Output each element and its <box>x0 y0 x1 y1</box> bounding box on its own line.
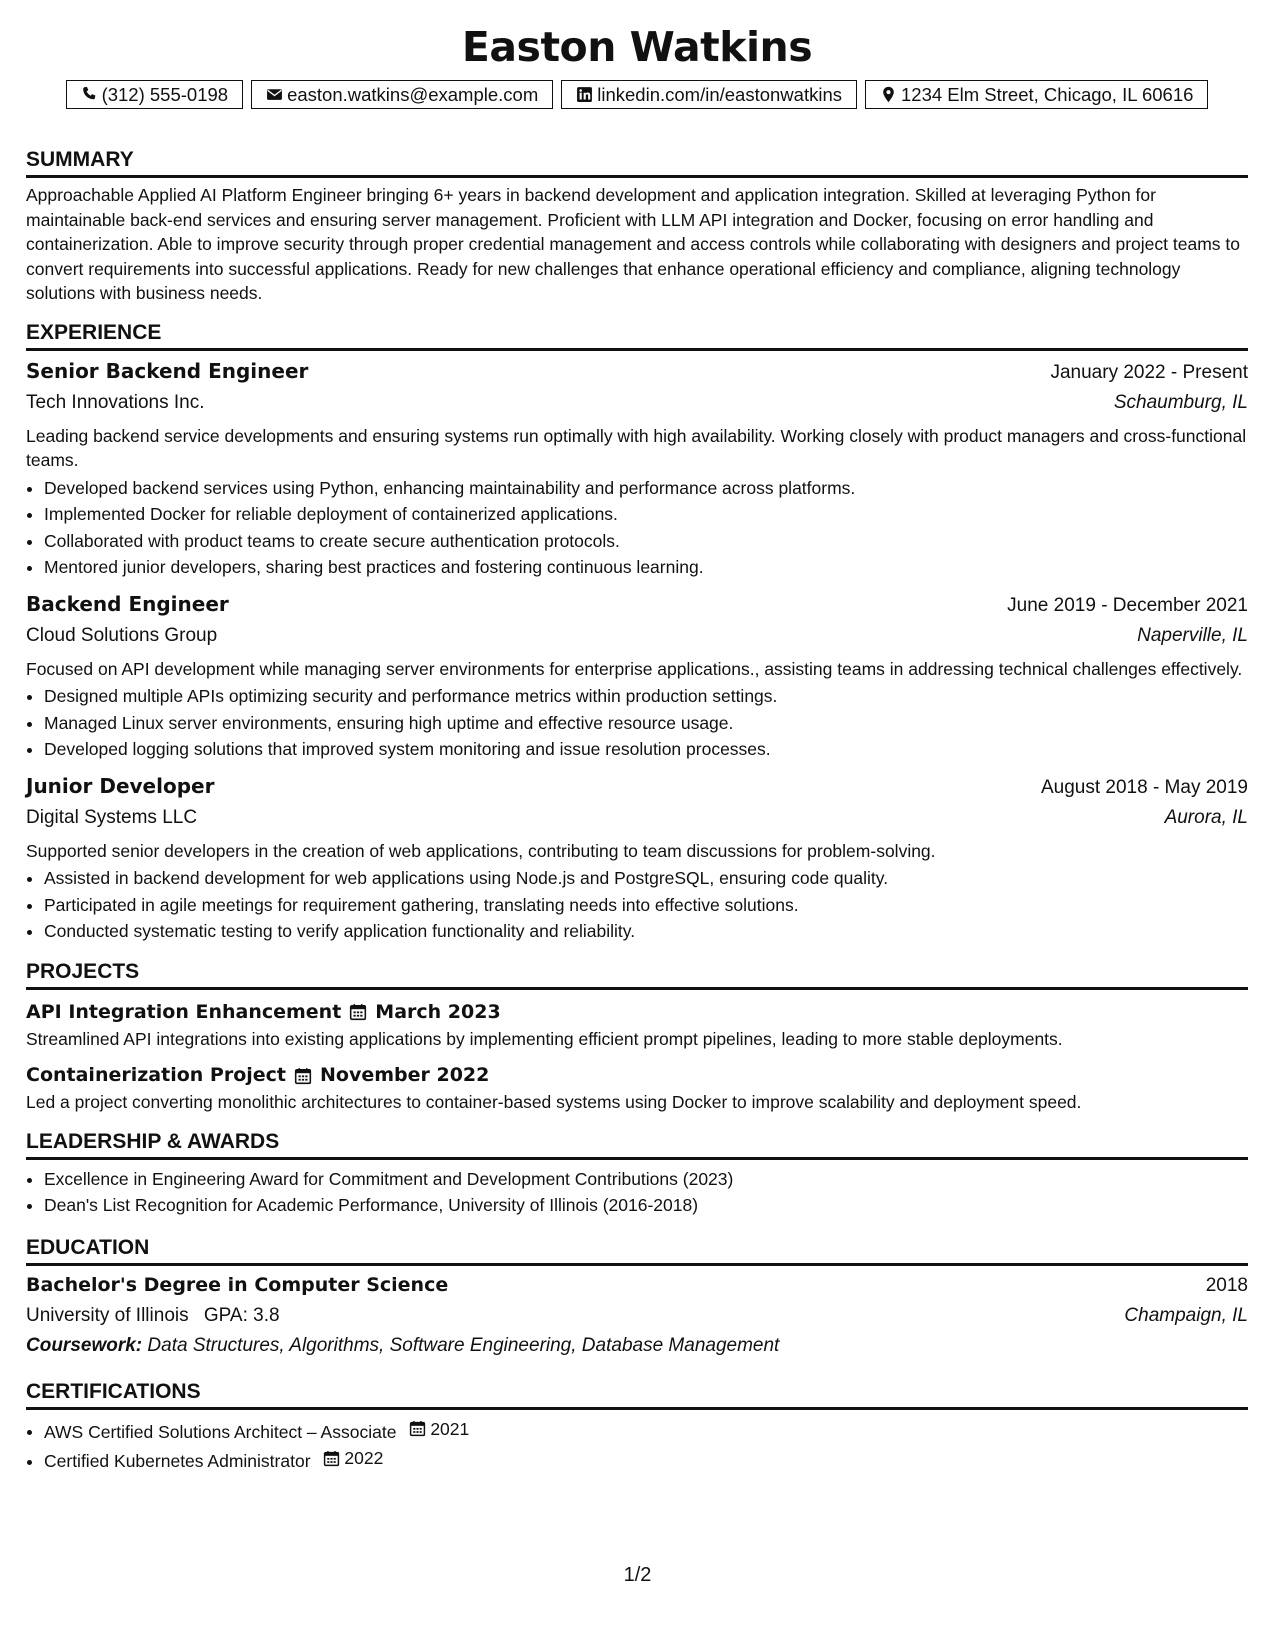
contact-email-text: easton.watkins@example.com <box>287 84 539 105</box>
summary-section <box>26 147 1248 306</box>
list-item: • Assisted in backend development for web applications using Node.js and PostgreSQL, ensuring code quality. <box>44 865 1248 892</box>
job-company: Cloud Solutions Group <box>26 624 218 646</box>
job-location: Naperville, IL <box>1137 624 1248 646</box>
cert-name: Certified Kubernetes Administrator <box>44 1450 311 1471</box>
contact-email[interactable] <box>251 80 553 109</box>
calendar-icon <box>409 1420 426 1437</box>
resume-page <box>26 22 1248 1474</box>
contact-address <box>865 80 1208 109</box>
graduation-year: 2018 <box>1205 1274 1248 1296</box>
calendar-icon <box>349 1003 367 1021</box>
projects-section <box>26 959 1248 1115</box>
summary-text: Approachable Applied AI Platform Engineer bringing 6+ years in backend development and application integration. Skilled at leveraging Python for maintainable back-end services and ensuring server management. Proficient with LLM API integration and Docker, focusing on error handling and containerization. Able to improve security through proper credential management and access controls while collaborating with designers and project teams to convert requirements into successful applications. Ready for new challenges that enhance operational efficiency and compliance, aligning technology solutions with business needs. <box>26 185 1240 303</box>
list-item: • Implemented Docker for reliable deployment of containerized applications. <box>44 501 1248 528</box>
list-item <box>44 1416 1248 1445</box>
envelope-icon <box>266 86 283 103</box>
job-description: Supported senior developers in the creation of web applications, contributing to team discussions for problem-solving. <box>26 840 936 861</box>
job-bullets <box>26 683 1248 763</box>
job-title: Senior Backend Engineer <box>26 358 309 383</box>
list-item: • Conducted systematic testing to verify application functionality and reliability. <box>44 918 1248 945</box>
list-item: • Participated in agile meetings for requirement gathering, translating needs into effective solutions. <box>44 892 1248 919</box>
candidate-name: Easton Watkins <box>461 23 813 71</box>
job-dates: June 2019 - December 2021 <box>1007 594 1248 616</box>
leadership-list <box>26 1166 1248 1219</box>
cert-year: 2022 <box>344 1447 384 1468</box>
job-location: Aurora, IL <box>1164 806 1248 828</box>
project-description: Led a project converting monolithic architectures to container-based systems using Docker to improve scalability and deployment speed. <box>26 1092 1082 1112</box>
project-entry <box>26 998 1248 1052</box>
contact-bar <box>26 80 1248 109</box>
list-item <box>44 1445 1248 1474</box>
job-dates: January 2022 - Present <box>1050 361 1248 383</box>
list-item: • Developed backend services using Python, enhancing maintainability and performance across platforms. <box>44 475 1248 502</box>
leadership-section <box>26 1129 1248 1219</box>
list-item: • Managed Linux server environments, ensuring high uptime and effective resource usage. <box>44 710 1248 737</box>
list-item: • Designed multiple APIs optimizing security and performance metrics within production settings. <box>44 683 1248 710</box>
contact-linkedin[interactable] <box>561 80 857 109</box>
contact-linkedin-text: linkedin.com/in/eastonwatkins <box>597 84 842 105</box>
job-dates: August 2018 - May 2019 <box>1040 776 1248 798</box>
project-description: Streamlined API integrations into existing applications by implementing efficient prompt pipelines, leading to more stable deployments. <box>26 1028 1063 1049</box>
job-company: Tech Innovations Inc. <box>26 391 205 413</box>
certifications-heading: CERTIFICATIONS <box>26 1379 1248 1410</box>
calendar-icon <box>323 1450 340 1467</box>
job-company: Digital Systems LLC <box>26 806 198 828</box>
job-bullets <box>26 475 1248 581</box>
contact-phone <box>66 80 244 109</box>
job-location: Schaumburg, IL <box>1113 391 1248 413</box>
projects-heading: PROJECTS <box>26 959 1248 990</box>
job-entry <box>26 771 1248 945</box>
calendar-icon <box>294 1067 312 1085</box>
project-date: November 2022 <box>320 1064 490 1086</box>
project-date: March 2023 <box>375 1000 501 1023</box>
experience-section <box>26 320 1248 945</box>
project-name: Containerization Project <box>26 1064 286 1086</box>
job-description: Leading backend service developments and ensuring systems run optimally with high availability. Working closely with product managers and cross-functional teams. <box>26 425 1247 470</box>
job-title: Junior Developer <box>26 773 215 798</box>
gpa: GPA: 3.8 <box>203 1304 280 1326</box>
job-bullets <box>26 865 1248 945</box>
list-item: • Mentored junior developers, sharing best practices and fostering continuous learning. <box>44 554 1248 581</box>
project-name: API Integration Enhancement <box>26 1000 342 1023</box>
degree-title: Bachelor's Degree in Computer Science <box>26 1273 449 1296</box>
certifications-list <box>26 1416 1248 1475</box>
linkedin-icon <box>576 86 593 103</box>
cert-year: 2021 <box>430 1418 470 1439</box>
job-entry <box>26 589 1248 763</box>
list-item: • Dean's List Recognition for Academic Performance, University of Illinois (2016-2018) <box>44 1192 1248 1219</box>
certifications-section <box>26 1379 1248 1475</box>
cert-name: AWS Certified Solutions Architect – Associate <box>44 1421 397 1442</box>
job-title: Backend Engineer <box>26 591 229 616</box>
project-entry <box>26 1061 1248 1115</box>
coursework <box>26 1331 1248 1361</box>
experience-heading: EXPERIENCE <box>26 320 1248 351</box>
list-item: • Collaborated with product teams to create secure authentication protocols. <box>44 528 1248 555</box>
job-entry <box>26 356 1248 581</box>
page-number: 1/2 <box>623 1564 652 1586</box>
list-item: • Developed logging solutions that improved system monitoring and issue resolution processes. <box>44 736 1248 763</box>
contact-address-text: 1234 Elm Street, Chicago, IL 60616 <box>901 84 1194 105</box>
coursework-text: Data Structures, Algorithms, Software Engineering, Database Management <box>147 1334 780 1356</box>
contact-phone-text: (312) 555-0198 <box>101 84 229 105</box>
school-name: University of Illinois <box>26 1304 189 1326</box>
list-item: • Excellence in Engineering Award for Commitment and Development Contributions (2023) <box>44 1166 1248 1193</box>
job-description: Focused on API development while managing server environments for enterprise applications., assisting teams in addressing technical challenges effectively. <box>26 658 1243 679</box>
education-section <box>26 1235 1248 1361</box>
coursework-label: Coursework: <box>26 1334 143 1356</box>
map-pin-icon <box>880 86 897 103</box>
leadership-heading: LEADERSHIP & AWARDS <box>26 1129 1248 1160</box>
school-location: Champaign, IL <box>1124 1304 1248 1326</box>
phone-icon <box>81 86 98 103</box>
education-heading: EDUCATION <box>26 1235 1248 1266</box>
summary-heading: SUMMARY <box>26 147 1248 178</box>
